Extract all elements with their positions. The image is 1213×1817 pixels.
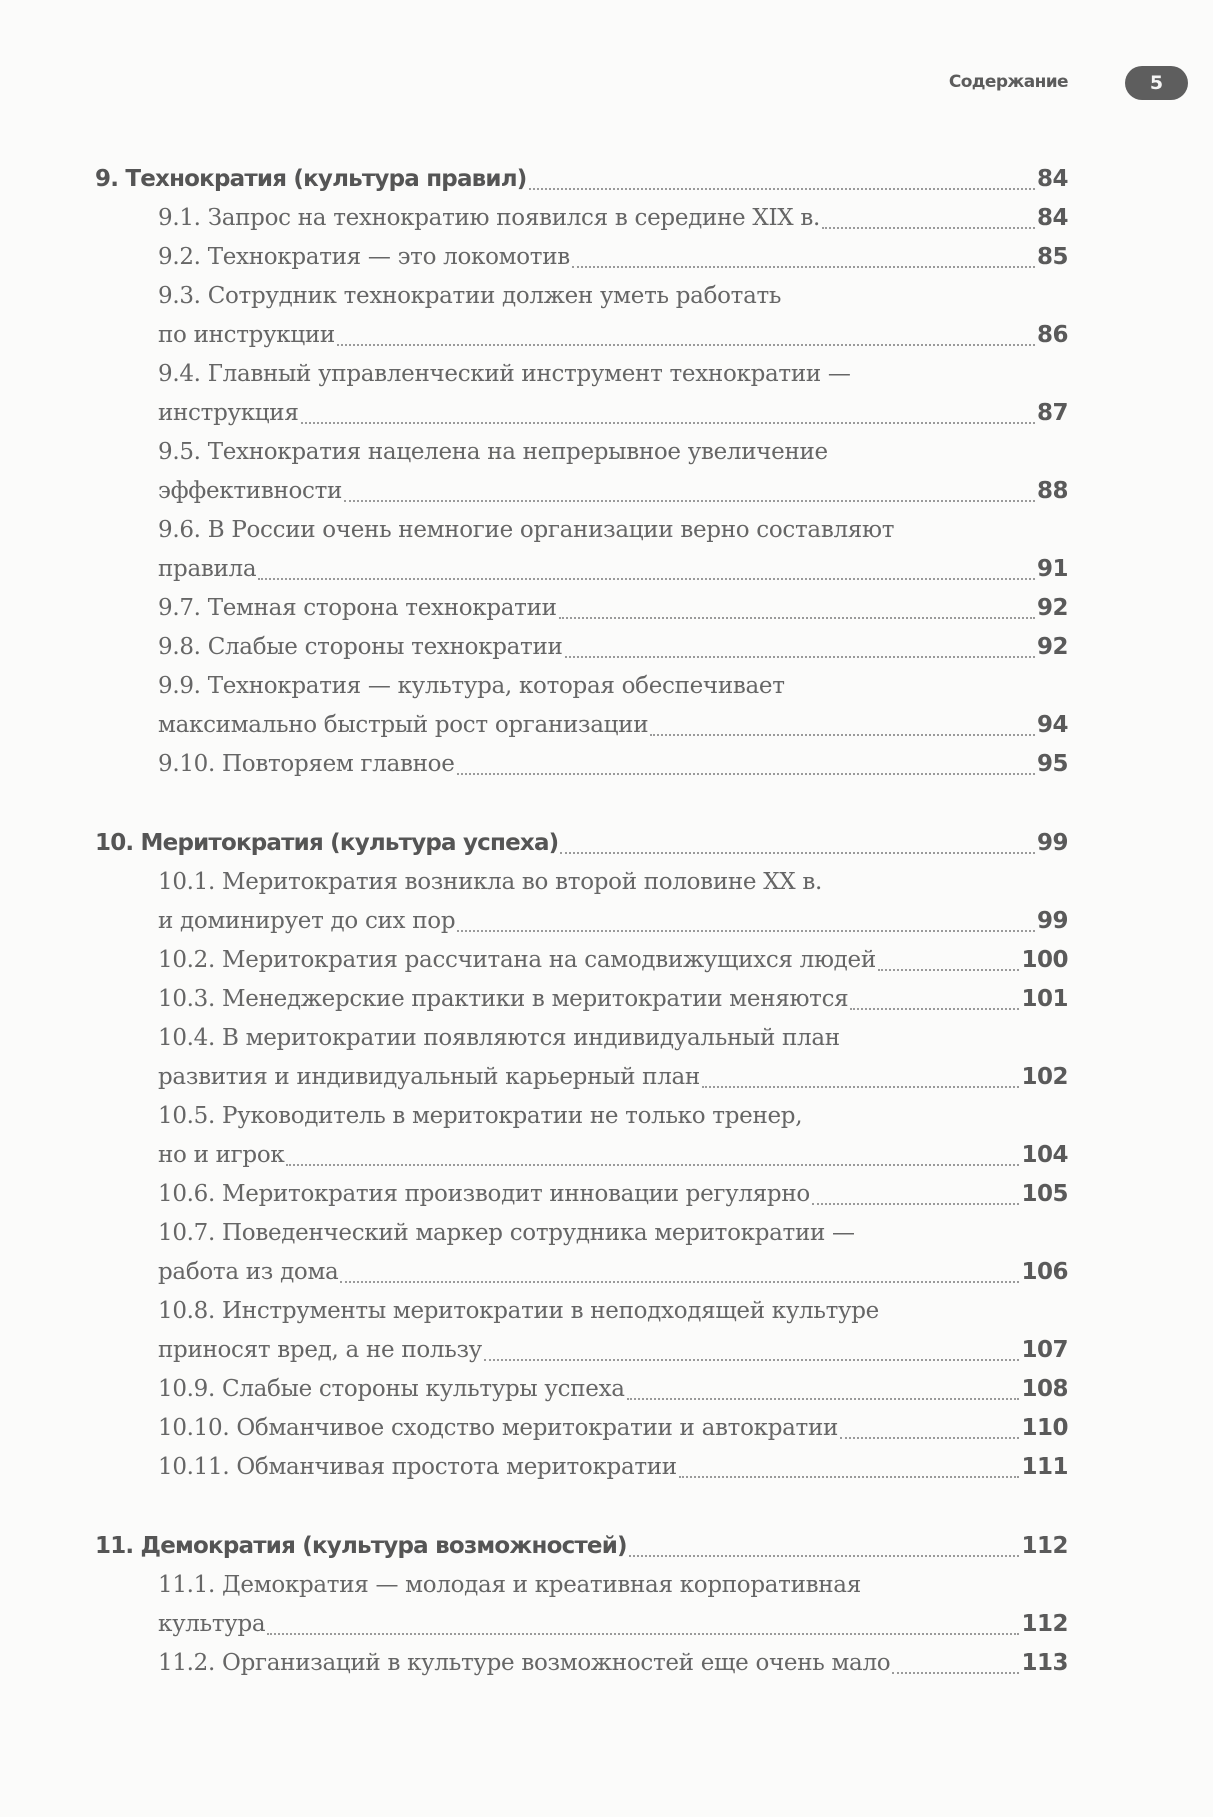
dot-leader bbox=[559, 617, 1035, 619]
entry-title: 10.1. Меритократия возникла во второй половине XX в. bbox=[158, 869, 823, 895]
entry-title: 10.2. Меритократия рассчитана на самодвижущихся людей bbox=[158, 947, 876, 973]
entry-page-number: 110 bbox=[1021, 1415, 1068, 1441]
entry-title: 10.8. Инструменты меритократии в неподходящей культуре bbox=[158, 1298, 879, 1324]
entry-title: по инструкции bbox=[158, 322, 335, 348]
entry-line bbox=[158, 199, 1068, 238]
entry-page-number: 111 bbox=[1021, 1454, 1068, 1480]
entry-page-number: 87 bbox=[1036, 400, 1068, 426]
entry-page-number: 106 bbox=[1021, 1259, 1068, 1285]
entry-line bbox=[158, 706, 1068, 745]
entry-line bbox=[158, 1097, 1068, 1136]
entry-page-number: 94 bbox=[1036, 712, 1068, 738]
dot-leader bbox=[892, 1672, 1019, 1674]
toc-entry[interactable] bbox=[95, 745, 1068, 784]
entry-line bbox=[158, 550, 1068, 589]
dot-leader bbox=[484, 1359, 1020, 1361]
entry-line bbox=[158, 355, 1068, 394]
entry-title: максимально быстрый рост организации bbox=[158, 712, 649, 738]
entry-page-number: 113 bbox=[1021, 1650, 1068, 1676]
entry-line bbox=[158, 394, 1068, 433]
chapter-title: 10. Меритократия (культура успеха) bbox=[95, 830, 559, 856]
dot-leader bbox=[840, 1437, 1019, 1439]
dot-leader bbox=[679, 1476, 1020, 1478]
entry-page-number: 105 bbox=[1021, 1181, 1068, 1207]
entry-title: и доминирует до сих пор bbox=[158, 908, 456, 934]
entry-title: развития и индивидуальный карьерный план bbox=[158, 1064, 700, 1090]
entry-title: 9.5. Технократия нацелена на непрерывное увеличение bbox=[158, 439, 828, 465]
toc-entry[interactable] bbox=[95, 863, 1068, 941]
entry-title: 10.5. Руководитель в меритократии не только тренер, bbox=[158, 1103, 803, 1129]
entry-title: эффективности bbox=[158, 478, 343, 504]
toc-chapter bbox=[95, 160, 1068, 784]
entry-page-number: 86 bbox=[1036, 322, 1068, 348]
entry-title: 9.6. В России очень немногие организации верно составляют bbox=[158, 517, 895, 543]
entry-line bbox=[158, 1605, 1068, 1644]
toc-entry[interactable] bbox=[95, 1644, 1068, 1683]
chapter-title: 9. Технократия (культура правил) bbox=[95, 166, 527, 192]
toc-entry[interactable] bbox=[95, 1292, 1068, 1370]
toc-chapter bbox=[95, 824, 1068, 1487]
toc-entry[interactable] bbox=[95, 1175, 1068, 1214]
entry-page-number: 102 bbox=[1021, 1064, 1068, 1090]
entry-line bbox=[158, 277, 1068, 316]
dot-leader bbox=[560, 852, 1035, 854]
entry-page-number: 108 bbox=[1021, 1376, 1068, 1402]
entry-title: работа из дома bbox=[158, 1259, 339, 1285]
entry-line bbox=[158, 667, 1068, 706]
entry-line bbox=[158, 628, 1068, 667]
running-head: Содержание bbox=[948, 72, 1068, 92]
entry-title: 9.1. Запрос на технократию появился в середине XIX в. bbox=[158, 205, 820, 231]
entry-line bbox=[158, 1136, 1068, 1175]
toc-entry[interactable] bbox=[95, 277, 1068, 355]
chapter-heading[interactable] bbox=[95, 160, 1068, 199]
entry-title: 10.11. Обманчивая простота меритократии bbox=[158, 1454, 677, 1480]
dot-leader bbox=[572, 266, 1035, 268]
entry-page-number: 101 bbox=[1021, 986, 1068, 1012]
toc-entry[interactable] bbox=[95, 1566, 1068, 1644]
entry-title: приносят вред, а не пользу bbox=[158, 1337, 482, 1363]
toc-entry[interactable] bbox=[95, 628, 1068, 667]
dot-leader bbox=[344, 500, 1035, 502]
toc-entry[interactable] bbox=[95, 433, 1068, 511]
entry-page-number: 91 bbox=[1036, 556, 1068, 582]
entry-line bbox=[158, 511, 1068, 550]
page-number-badge: 5 bbox=[1125, 66, 1188, 100]
entry-line bbox=[158, 433, 1068, 472]
entry-line bbox=[158, 1331, 1068, 1370]
toc-entry[interactable] bbox=[95, 1409, 1068, 1448]
entry-line bbox=[158, 980, 1068, 1019]
entry-title: 9.4. Главный управленческий инструмент технократии — bbox=[158, 361, 851, 387]
entry-line bbox=[158, 1370, 1068, 1409]
dot-leader bbox=[629, 1555, 1020, 1557]
entry-title: правила bbox=[158, 556, 257, 582]
dot-leader bbox=[340, 1281, 1019, 1283]
toc-entry[interactable] bbox=[95, 199, 1068, 238]
dot-leader bbox=[457, 773, 1035, 775]
entry-page-number: 85 bbox=[1036, 244, 1068, 270]
dot-leader bbox=[258, 578, 1035, 580]
entry-title: 9.2. Технократия — это локомотив bbox=[158, 244, 570, 270]
entry-line bbox=[158, 589, 1068, 628]
entry-line bbox=[158, 1175, 1068, 1214]
entry-title: инструкция bbox=[158, 400, 299, 426]
toc-entry[interactable] bbox=[95, 1214, 1068, 1292]
entry-page-number: 104 bbox=[1021, 1142, 1068, 1168]
entry-title: 9.3. Сотрудник технократии должен уметь работать bbox=[158, 283, 782, 309]
dot-leader bbox=[812, 1203, 1020, 1205]
entry-line bbox=[158, 1214, 1068, 1253]
entry-line bbox=[158, 1566, 1068, 1605]
chapter-page-number: 99 bbox=[1036, 830, 1068, 856]
entry-line bbox=[158, 1644, 1068, 1683]
chapter-page-number: 112 bbox=[1021, 1533, 1068, 1559]
toc-entry[interactable] bbox=[95, 511, 1068, 589]
dot-leader bbox=[301, 422, 1035, 424]
entry-line bbox=[158, 1019, 1068, 1058]
entry-title: 9.7. Темная сторона технократии bbox=[158, 595, 557, 621]
entry-page-number: 84 bbox=[1036, 205, 1068, 231]
entry-page-number: 95 bbox=[1036, 751, 1068, 777]
entry-title: 10.6. Меритократия производит инновации регулярно bbox=[158, 1181, 810, 1207]
entry-page-number: 99 bbox=[1036, 908, 1068, 934]
dot-leader bbox=[850, 1008, 1019, 1010]
dot-leader bbox=[337, 344, 1035, 346]
entry-page-number: 92 bbox=[1036, 634, 1068, 660]
chapter-heading[interactable] bbox=[95, 1527, 1068, 1566]
toc-entry[interactable] bbox=[95, 1448, 1068, 1487]
entry-page-number: 112 bbox=[1021, 1611, 1068, 1637]
toc-entry[interactable] bbox=[95, 1019, 1068, 1097]
entry-title: 10.3. Менеджерские практики в меритократии меняются bbox=[158, 986, 849, 1012]
toc-entry[interactable] bbox=[95, 589, 1068, 628]
dot-leader bbox=[702, 1086, 1020, 1088]
dot-leader bbox=[822, 227, 1035, 229]
table-of-contents bbox=[95, 160, 1068, 1723]
entry-line bbox=[158, 1409, 1068, 1448]
toc-entry[interactable] bbox=[95, 941, 1068, 980]
dot-leader bbox=[627, 1398, 1020, 1400]
entry-page-number: 107 bbox=[1021, 1337, 1068, 1363]
dot-leader bbox=[650, 734, 1035, 736]
entry-line bbox=[158, 902, 1068, 941]
entry-line bbox=[158, 745, 1068, 784]
toc-entry[interactable] bbox=[95, 355, 1068, 433]
toc-entry[interactable] bbox=[95, 238, 1068, 277]
entry-line bbox=[158, 472, 1068, 511]
entry-title: 10.4. В меритократии появляются индивидуальный план bbox=[158, 1025, 840, 1051]
entry-page-number: 88 bbox=[1036, 478, 1068, 504]
entry-page-number: 92 bbox=[1036, 595, 1068, 621]
entry-line bbox=[158, 1292, 1068, 1331]
toc-chapter bbox=[95, 1527, 1068, 1683]
entry-line bbox=[158, 1058, 1068, 1097]
entry-page-number: 100 bbox=[1021, 947, 1068, 973]
entry-line bbox=[158, 316, 1068, 355]
entry-title: но и игрок bbox=[158, 1142, 285, 1168]
entry-title: 9.8. Слабые стороны технократии bbox=[158, 634, 563, 660]
entry-title: 9.10. Повторяем главное bbox=[158, 751, 455, 777]
dot-leader bbox=[529, 188, 1035, 190]
entry-title: 9.9. Технократия — культура, которая обеспечивает bbox=[158, 673, 785, 699]
dot-leader bbox=[457, 930, 1035, 932]
dot-leader bbox=[878, 969, 1020, 971]
entry-title: 11.2. Организаций в культуре возможностей еще очень мало bbox=[158, 1650, 891, 1676]
entry-title: 10.9. Слабые стороны культуры успеха bbox=[158, 1376, 625, 1402]
entry-title: 10.10. Обманчивое сходство меритократии и автократии bbox=[158, 1415, 839, 1441]
dot-leader bbox=[565, 656, 1035, 658]
dot-leader bbox=[286, 1164, 1019, 1166]
chapter-heading[interactable] bbox=[95, 824, 1068, 863]
toc-entry[interactable] bbox=[95, 1370, 1068, 1409]
chapter-title: 11. Демократия (культура возможностей) bbox=[95, 1533, 627, 1559]
toc-entry[interactable] bbox=[95, 667, 1068, 745]
entry-line bbox=[158, 863, 1068, 902]
toc-entry[interactable] bbox=[95, 1097, 1068, 1175]
toc-entry[interactable] bbox=[95, 980, 1068, 1019]
entry-line bbox=[158, 941, 1068, 980]
entry-line bbox=[158, 1253, 1068, 1292]
entry-line bbox=[158, 238, 1068, 277]
entry-title: 10.7. Поведенческий маркер сотрудника меритократии — bbox=[158, 1220, 855, 1246]
chapter-page-number: 84 bbox=[1036, 166, 1068, 192]
entry-line bbox=[158, 1448, 1068, 1487]
entry-title: 11.1. Демократия — молодая и креативная корпоративная bbox=[158, 1572, 861, 1598]
entry-title: культура bbox=[158, 1611, 266, 1637]
dot-leader bbox=[267, 1633, 1019, 1635]
